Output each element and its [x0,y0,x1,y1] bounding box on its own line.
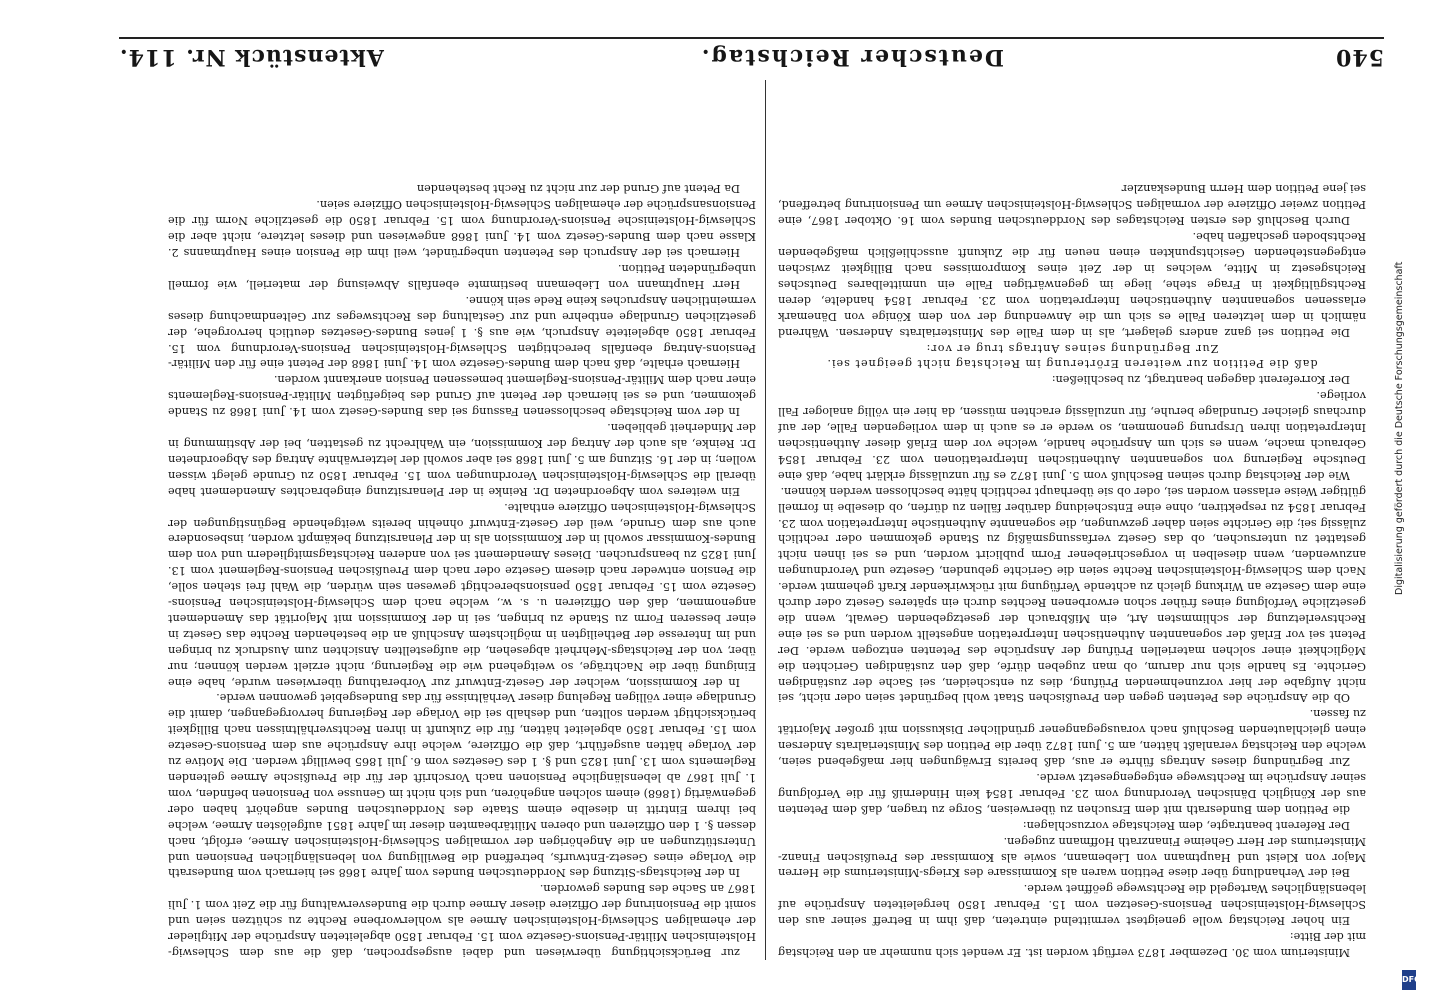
digitization-credit: Digitalisierung gefördert durch die Deutsche Forschungsgemeinschaft [1394,261,1405,595]
header-rule [119,37,1384,39]
paragraph: Bei der Verhandlung über diese Petition waren als Kommissare des Kriegs-Ministeriums die Herren Major von Kleist und Hauptmann von Liebemann, sowie als Kommissar des Preußischen Finanz-Ministeriums der Herr Geheime Finanzrath Hoffmann zugegen. [778,834,1366,880]
paragraph: Ein hoher Reichstag wolle geneigtest vermittelnd eintreten, daß ihm in Betreff seiner aus den Schleswig-Holsteinischen Pensions-Gesetzen vom 15. Februar 1850 hergeleiteten Ansprüche auf lebenslängliches Wartegeld die Rechtswege geöffnet werde. [778,882,1366,928]
paragraph: Ministerium vom 30. Dezember 1873 verfügt worden ist. Er wendet sich nunmehr an den Reichstag mit der Bitte: [778,930,1366,959]
paragraph: Durch Beschluß des ersten Reichstages des Norddeutschen Bundes vom 16. Oktober 1867, eine Petition zweier Offiziere der vormaligen Schleswig-Holsteinischen Armee um Pensionirung betreffend, sei jene Petition dem Herrn Bundeskanzler [778,182,1366,228]
paragraph: Der Korreferent dagegen beantragt, zu beschließen: [1051,373,1350,387]
page-number: 540 [1335,44,1384,70]
page-header [119,40,1384,70]
paragraph: Hiernach sei der Anspruch des Petenten unbegründet, weil ihm die Pension eines Hauptmanns 2. Klasse nach dem Bundes-Gesetz vom 14. Juni 1868 angewiesen und dieses letztere, nicht aber die Schleswig-Holsteinische Pensions-Verordnung vom 15. Februar 1850 die gesetzliche Norm für die Pensionsansprüche der ehemaligen Schleswig-Holsteinischen Offiziere seien. [168,198,756,260]
left-text-column [778,80,1366,960]
paragraph: Die Petition sei ganz anders gelagert, als in dem Falle des Ministerialrats Andersen. Während nämlich in dem letzteren Falle es sich um die Anwendung der von dem Könige von Dänemark erlassenen sogenannten Authentischen Interpretation vom 23. Februar 1854 handelte, deren Rechtsgültigkeit in Frage stehe, liege im gegenwärtigen Falle ein unmittelbares Deutsches Reichsgesetz in Mitte, welches in der Zeit eines Kompromisses nach Billigkeit zwischen entgegenstehenden Gesichtspunkten einen neuen für die Zukunft ausschließlich maßgebenden Rechtsboden geschaffen habe. [778,230,1366,339]
paragraph: zur Berücksichtigung überwiesen und dabei ausgesprochen, daß die aus dem Schleswig-Holsteinischen Militär-Pensions-Gesetze vom 15. Februar 1850 abgeleiteten Ansprüche der Mitglieder der ehemaligen Schleswig-Holsteinischen Armee als wohlerworbene Rechte zu schützen seien und somit die Pensionirung der Offiziere dieser Armee durch die Bundesverwaltung für die Zeit vom 1. Juli 1867 an Sache des Bundes geworden. [168,882,756,959]
dfg-logo: DFG [1402,970,1416,990]
running-title: Deutscher Reichstag. [699,44,1004,70]
paragraph: Da Petent auf Grund der zur nicht zu Recht bestehenden [416,182,740,196]
paragraph: Zur Begründung dieses Antrags führte er aus, daß bereits Erwägungen hier maßgebend seien, welche den Reichstag veranlaßt hätten, am 5. Juni 1872 über die Petition des Ministerialrats Andersen einen gleichlautenden Beschluß nach vorausgegangener gründlicher Diskussion mit großer Majorität zu fassen. [778,707,1366,769]
paragraph: Ein weiteres vom Abgeordneten Dr. Reinke in der Plenarsitzung eingebrachtes Amendement habe überall die Schleswig-Holsteinischen Verordnungen vom 15. Februar 1850 zu Grunde gelegt wissen wollen; in der 16. Sitzung am 5. Juni 1868 sei aber sowohl der letzterwähnte Antrag des Abgeordneten Dr. Reinke, als auch der Antrag der Kommission, ein Wahlrecht zu gestatten, bei der Abstimmung in der Minderheit geblieben. [168,421,756,498]
paragraph: daß die Petition zur weiteren Erörterung im Reichstag nicht geeignet sei. [826,357,1318,371]
column-divider [765,80,766,960]
document-number: Aktenstück Nr. 114. [119,44,384,70]
paragraph: In der Reichstags-Sitzung des Norddeutschen Bundes vom Jahre 1868 sei hiernach vom Bundesrath die Vorlage eines Gesetz-Entwurfs, betreffend die Bewilligung von lebenslänglichen Pensionen und Unterstützungen an die Angehörigen der vormaligen Schleswig-Holsteinischen Armee, erfolgt, nach dessen §. 1 den Offizieren und oberen Militärbeamten dieser im Jahre 1851 aufgelösten Armee, welche bei ihrem Eintritt in dieselbe einem Staate des Norddeutschen Bundes angehört haben oder gegenwärtig (1868) einem solchen angehören, und sich nicht im Genusse von Pensionen befinden, vom 1. Juli 1867 ab lebenslängliche Pensionen nach Vorschrift der für die Preußische Armee geltenden Reglements vom 13. Juni 1825 und §. 1 des Gesetzes vom 6. Juli 1865 bewilligt werden. Die Motive zu der Vorlage hätten ausgeführt, daß die Offiziere, welche ihre Ansprüche aus dem Pensions-Gesetze vom 15. Februar 1850 abgeleitet hätten, für die Zukunft in ihren Rechtsverhältnissen nach Billigkeit berücksichtigt werden sollten, und deshalb sei die Vorlage der Regierung hervorgegangen, damit die Grundlage einer völligen Regelung dieser Verhältnisse für das Bundesgebiet gewonnen werde. [168,691,756,880]
paragraph: In der vom Reichstage beschlossenen Fassung sei das Bundes-Gesetz vom 14. Juni 1868 zu Stande gekommen, und es sei hiernach der Petent auf Grund des beigefügten Militär-Pensions-Reglements einer nach dem Militär-Pensions-Reglement bemessenen Pension anerkannt worden. [168,373,756,419]
paragraph: Ob die Ansprüche des Petenten gegen den Preußischen Staat wohl begründet seien oder nicht, sei nicht Aufgabe der hier vorzunehmenden Prüfung, dies zu entscheiden, sei Sache der zuständigen Gerichte. Es handle sich nur darum, ob man zugeben dürfe, daß den zuständigen Gerichten die Möglichkeit einer solchen materiellen Prüfung der Ansprüche des Petenten entzogen werde. Der Petent sei vor Erlaß der sogenannten Authentischen Interpretation angestellt worden und es sei eine Rechtsverletzung der schlimmsten Art, ein Mißbrauch der gesetzgebenden Gewalt, wenn die gesetzliche Verfolgung eines früher schon erworbenen Rechtes durch ein späteres Gesetz oder durch eine dem Gesetze an Wirkung gleich zu achtende Verfügung mit rückwirkender Kraft gehemmt werde. Nach dem Schleswig-Holsteinischen Rechte seien die Gerichte gebunden, Gesetze und Verordnungen anzuwenden, wenn dieselben in vorgeschriebener Form publicirt worden, und es sei ihnen nicht gestattet zu untersuchen, ob das Gesetz verfassungsmäßig zu Stande gekommen oder rechtlich zulässig sei; die Gerichte seien daher gezwungen, die sogenannte Authentische Interpretation vom 23. Februar 1854 zu respektiren, ohne eine Entscheidung darüber fällen zu dürfen, ob dieselbe in formell gültiger Weise erlassen worden sei, oder ob sie überhaupt rechtlich hätte beschlossen werden können. [778,484,1366,705]
paragraph: Herr Hauptmann von Liebemann bestimmte ebenfalls Abweisung der materiell, wie formell unbegründeten Petition. [168,262,756,291]
paragraph: Hiernach erhalte, daß nach dem Bundes-Gesetze vom 14. Juni 1868 der Petent eine für den Militär-Pensions-Antrag ebenfalls berechtigten Schleswig-Holsteinischen Pensions-Verordnung vom 15. Februar 1850 abgeleitete Anspruch, wie aus §. 1 jenes Bundes-Gesetzes deutlich hervorgehe, der gesetzlichen Grundlage entbehre und zur Gestaltung des Rechtsweges zur Geltendmachung dieses vermeintlichen Anspruches keine Rede sein könne. [168,293,756,371]
paragraph: In der Kommission, welcher der Gesetz-Entwurf zur Vorberathung überwiesen wurde, habe eine Einigung über die Nachträge, so weitgehend wie die Regierung, nicht erzielt werden können; nur über, von der Reichstags-Mehrheit abgesehen, die aufgestellten Ansichten zum Ausdruck zu bringen und im Interesse der Betheiligten in möglichstem Anschluß an die bestehenden Rechte das Gesetz in einer besseren Form zu Stande zu bringen, sei in der Kommission mit Majorität das Amendement angenommen, daß den Offizieren u. s. w., welche nach dem Schleswig-Holsteinischen Pensions-Gesetze vom 15. Februar 1850 pensionsberechtigt gewesen sein würden, die Wahl frei stehen solle, die Pension entweder nach diesem Gesetze oder nach dem Preußischen Pensions-Reglement vom 13. Juni 1825 zu beanspruchen. Dieses Amendement sei von anderen Reichstagsmitgliedern und von dem Bundes-Kommissar sowohl in der Kommission als in der Plenarsitzung bekämpft worden, insbesondere auch aus dem Grunde, weil der Gesetz-Entwurf ohnehin bereits weitgehende Begünstigungen der Schleswig-Holsteinischen Offiziere enthalte. [168,500,756,689]
right-text-column [168,80,756,960]
paragraph: Wie der Reichstag durch seinen Beschluß vom 5. Juni 1872 es für unzulässig erklärt habe, daß eine Deutsche Regierung von sogenannten Authentischen Interpretationen vom 23. Februar 1854 Gebrauch mache, wenn es sich um Ansprüche handle, welche vor dem Erlaß dieser Authentischen Interpretation ihren Ursprung genommen, so werde er es auch in dem vorliegenden Falle, der auf durchaus gleicher Grundlage beruhe, für unzulässig erachten müssen, da hier ein völlig analoger Fall vorliege. [778,389,1366,482]
paragraph: Der Referent beantragte, dem Reichstage vorzuschlagen: [1022,818,1350,832]
paragraph: Zur Begründung seines Antrags trug er vor: [925,341,1219,355]
paragraph: die Petition dem Bundesrath mit dem Ersuchen zu überweisen, Sorge zu tragen, daß dem Petenten aus der Königlich Dänischen Verordnung vom 23. Februar 1854 kein Hinderniß für die Verfolgung seiner Ansprüche im Rechtswege entgegengesetzt werde. [778,771,1366,816]
